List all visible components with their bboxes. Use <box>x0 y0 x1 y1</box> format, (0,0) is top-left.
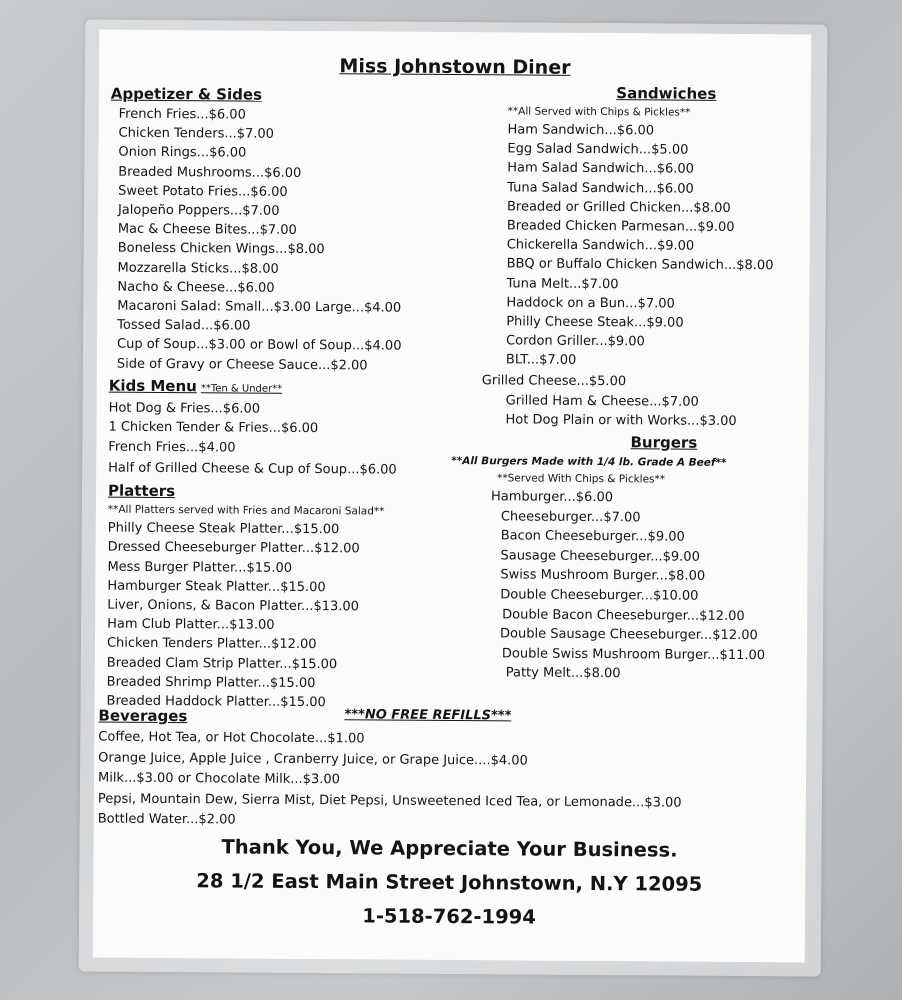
menu-item: 1 Chicken Tender & Fries...$6.00 <box>108 419 319 437</box>
menu-item: Breaded Haddock Platter...$15.00 <box>106 693 326 711</box>
platters-note: **All Platters served with Fries and Macaroni Salad** <box>107 503 385 518</box>
no-refills-notice: ***NO FREE REFILLS*** <box>344 707 512 724</box>
footer <box>93 830 806 937</box>
platters-heading: Platters <box>107 481 176 501</box>
menu-item: Tuna Melt...$7.00 <box>506 276 619 292</box>
right-column <box>450 80 809 685</box>
menu-item: Orange Juice, Apple Juice , Cranberry Juice, or Grape Juice....$4.00 <box>98 750 528 769</box>
menu-item: Side of Gravy or Cheese Sauce...$2.00 <box>116 356 368 374</box>
beverages-list <box>98 728 799 835</box>
kids-menu-title: Kids Menu <box>108 376 197 396</box>
menu-item: Double Sausage Cheeseburger...$12.00 <box>499 626 758 644</box>
thank-you-message: Thank You, We Appreciate Your Business. <box>221 835 678 862</box>
menu-item: Jalopeño Poppers...$7.00 <box>117 202 280 219</box>
left-column <box>106 82 490 714</box>
menu-item: Half of Grilled Cheese & Cup of Soup...$6.00 <box>108 460 397 478</box>
phone-number: 1-518-762-1994 <box>362 904 536 929</box>
burgers-list <box>450 487 806 685</box>
menu-item: Haddock on a Bun...$7.00 <box>506 295 675 312</box>
menu-item: Grilled Cheese...$5.00 <box>481 372 627 389</box>
menu-item: Hot Dog & Fries...$6.00 <box>108 400 261 417</box>
menu-item: Hamburger Steak Platter...$15.00 <box>107 578 326 595</box>
menu-item: Onion Rings...$6.00 <box>118 145 247 161</box>
menu-item: Mac & Cheese Bites...$7.00 <box>117 221 297 239</box>
menu-item: Tossed Salad...$6.00 <box>117 317 251 334</box>
sandwiches-heading: Sandwiches <box>616 84 717 103</box>
menu-item: Macaroni Salad: Small...$3.00 Large...$4.00 <box>117 298 402 316</box>
menu-item: Patty Melt...$8.00 <box>505 665 621 682</box>
burgers-note-beef: **All Burgers Made with 1/4 lb. Grade A Beef** <box>451 455 727 469</box>
menu-item: Nacho & Cheese...$6.00 <box>117 279 275 296</box>
menu-item: Cup of Soup...$3.00 or Bowl of Soup...$4.00 <box>116 337 402 355</box>
sandwiches-list <box>451 120 808 432</box>
menu-item: Pepsi, Mountain Dew, Sierra Mist, Diet Pepsi, Unsweetened Iced Tea, or Lemonade...$3.00 <box>97 791 682 811</box>
menu-item: Sausage Cheeseburger...$9.00 <box>500 548 700 565</box>
menu-item: Double Swiss Mushroom Burger...$11.00 <box>501 646 766 663</box>
menu-item: Philly Cheese Steak Platter...$15.00 <box>107 520 340 538</box>
menu-item: Hamburger...$6.00 <box>490 489 614 506</box>
menu-item: Tuna Salad Sandwich...$6.00 <box>507 179 694 197</box>
menu-item: Mess Burger Platter...$15.00 <box>107 559 293 576</box>
menu-item: Bacon Cheeseburger...$9.00 <box>500 528 685 545</box>
menu-item: Dressed Cheeseburger Platter...$12.00 <box>107 540 360 557</box>
menu-item: BLT...$7.00 <box>505 352 577 369</box>
kids-menu-note: **Ten & Under** <box>200 383 283 395</box>
menu-item: Coffee, Hot Tea, or Hot Chocolate...$1.00 <box>98 729 365 747</box>
burgers-note-chips: **Served With Chips & Pickles** <box>497 472 666 486</box>
menu-item: Breaded or Grilled Chicken...$8.00 <box>506 199 731 216</box>
sandwiches-note: **All Served with Chips & Pickles** <box>507 105 691 119</box>
menu-item: Chicken Tenders Platter...$12.00 <box>106 636 317 653</box>
appetizers-list <box>109 105 491 376</box>
kids-menu-heading <box>109 375 489 401</box>
menu-item: Bottled Water...$2.00 <box>97 811 236 828</box>
menu-item: Breaded Chicken Parmesan...$9.00 <box>506 218 735 235</box>
menu-item: Chickerella Sandwich...$9.00 <box>506 237 695 254</box>
burgers-heading: Burgers <box>630 433 698 452</box>
beverages-heading: Beverages <box>98 706 188 726</box>
menu-item: Egg Salad Sandwich...$5.00 <box>507 141 689 158</box>
menu-item: Milk...$3.00 or Chocolate Milk...$3.00 <box>97 770 340 788</box>
appetizers-heading: Appetizer & Sides <box>110 84 263 104</box>
menu-item: Double Bacon Cheeseburger...$12.00 <box>502 606 745 624</box>
menu-item: French Fries...$6.00 <box>118 106 246 123</box>
beverages-header-row <box>98 706 598 728</box>
menu-item: Chicken Tenders...$7.00 <box>118 125 275 142</box>
menu-item: Breaded Mushrooms...$6.00 <box>118 164 302 181</box>
diner-title: Miss Johnstown Diner <box>339 55 571 79</box>
address: 28 1/2 East Main Street Johnstown, N.Y 12095 <box>196 869 703 896</box>
menu-item: Ham Sandwich...$6.00 <box>507 122 655 139</box>
platters-list <box>106 519 487 714</box>
menu-item: BBQ or Buffalo Chicken Sandwich...$8.00 <box>506 256 774 274</box>
menu-item: Hot Dog Plain or with Works...$3.00 <box>505 412 737 429</box>
menu-page <box>93 30 811 963</box>
menu-item: Cheeseburger...$7.00 <box>500 508 641 525</box>
menu-item: Grilled Ham & Cheese...$7.00 <box>505 393 699 410</box>
menu-item: Boneless Chicken Wings...$8.00 <box>117 241 325 258</box>
menu-item: Ham Salad Sandwich...$6.00 <box>507 160 695 178</box>
menu-item: Breaded Shrimp Platter...$15.00 <box>106 674 316 691</box>
menu-item: Philly Cheese Steak...$9.00 <box>506 314 684 331</box>
menu-item: French Fries...$4.00 <box>108 439 236 456</box>
menu-item: Ham Club Platter...$13.00 <box>107 616 275 634</box>
menu-item: Sweet Potato Fries...$6.00 <box>118 183 288 200</box>
menu-item: Swiss Mushroom Burger...$8.00 <box>500 567 706 585</box>
menu-item: Mozzarella Sticks...$8.00 <box>117 260 279 277</box>
menu-item: Cordon Griller...$9.00 <box>506 333 645 350</box>
menu-item: Double Cheeseburger...$10.00 <box>500 587 699 604</box>
kids-list <box>108 398 489 481</box>
menu-item: Breaded Clam Strip Platter...$15.00 <box>106 655 338 672</box>
menu-item: Liver, Onions, & Bacon Platter...$13.00 <box>107 597 360 615</box>
